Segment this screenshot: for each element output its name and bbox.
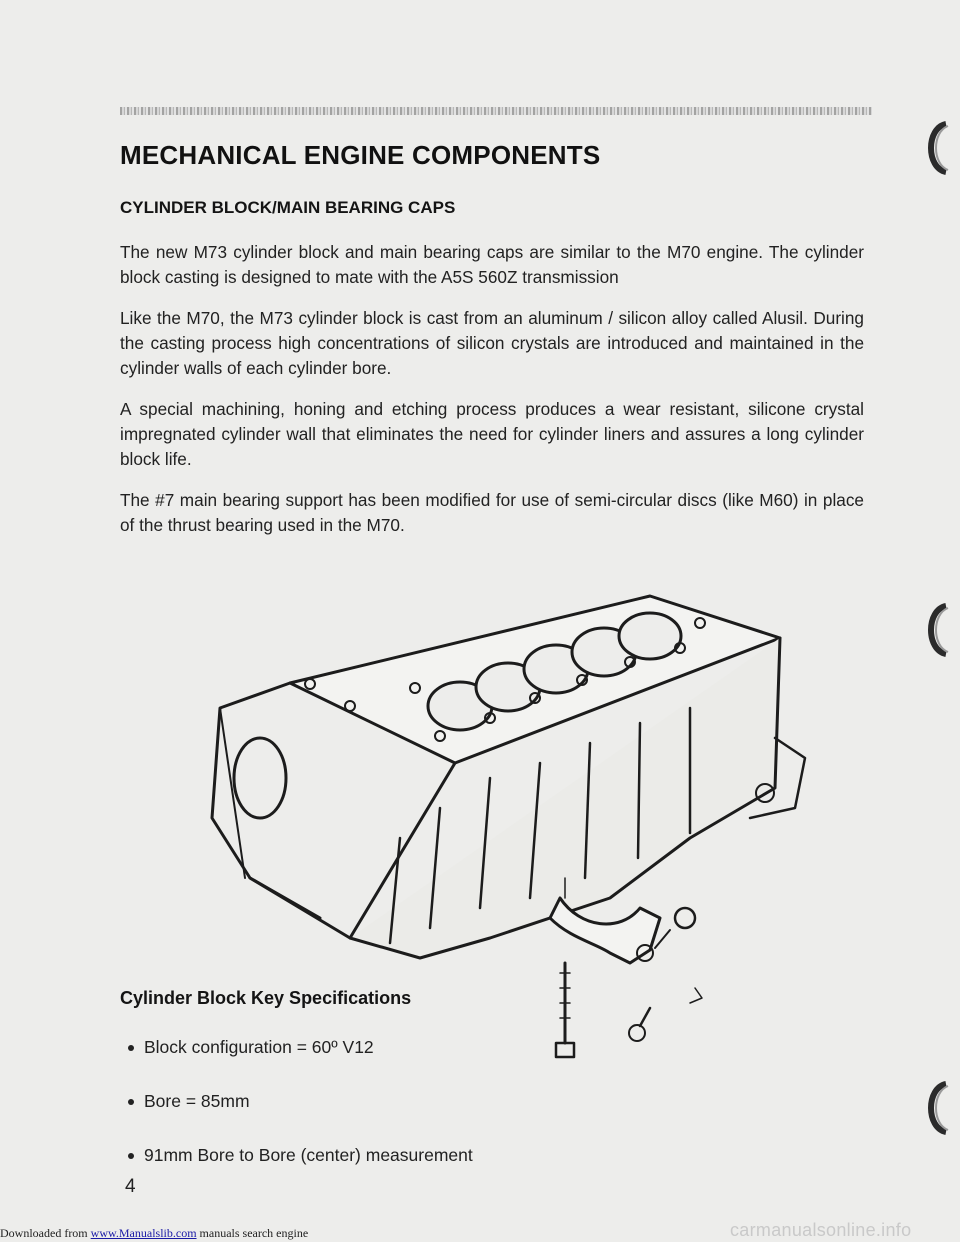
binder-ring-icon [918, 600, 958, 660]
paragraph: The #7 main bearing support has been modified for use of semi-circular discs (like M60) in place of the thrust bearing used in the M70. [120, 490, 864, 535]
body-text [120, 240, 864, 554]
bullet-icon [128, 1045, 134, 1051]
paragraph: Like the M70, the M73 cylinder block is cast from an aluminum / silicon alloy called Alusil. During the casting process high concentrations of silicon crystals are introduced and maintained in the cylinder walls of each cylinder bore. [120, 308, 864, 378]
footer-prefix: Downloaded from [0, 1226, 91, 1240]
binder-ring-icon [918, 1078, 958, 1138]
spec-text: Bore = 85mm [144, 1091, 250, 1111]
site-watermark: carmanualsonline.info [730, 1220, 912, 1240]
manualslib-link[interactable]: www.Manualslib.com [90, 1226, 197, 1240]
page-number: 4 [125, 1176, 136, 1197]
binder-ring-icon [918, 118, 958, 178]
download-footer [0, 1226, 308, 1241]
list-item [128, 1091, 473, 1145]
spec-text: 91mm Bore to Bore (center) measurement [144, 1145, 473, 1165]
bullet-icon [128, 1153, 134, 1159]
footer-suffix: manuals search engine [196, 1226, 309, 1240]
section-subtitle: CYLINDER BLOCK/MAIN BEARING CAPS [120, 198, 456, 217]
list-item [128, 1145, 473, 1199]
paragraph: A special machining, honing and etching process produces a wear resistant, silicone crystal impregnated cylinder wall that eliminates the need for cylinder liners and assures a long cylinder block life. [120, 399, 864, 469]
page-title: MECHANICAL ENGINE COMPONENTS [120, 140, 601, 170]
paragraph: The new M73 cylinder block and main bearing caps are similar to the M70 engine. The cylinder block casting is designed to mate with the A5S 560Z transmission [120, 242, 864, 287]
list-item [128, 1037, 473, 1091]
top-rule-divider [120, 107, 872, 115]
specifications-heading: Cylinder Block Key Specifications [120, 988, 412, 1008]
specifications-list [128, 1037, 473, 1199]
spec-text: Block configuration = 60º V12 [144, 1037, 374, 1057]
bullet-icon [128, 1099, 134, 1105]
